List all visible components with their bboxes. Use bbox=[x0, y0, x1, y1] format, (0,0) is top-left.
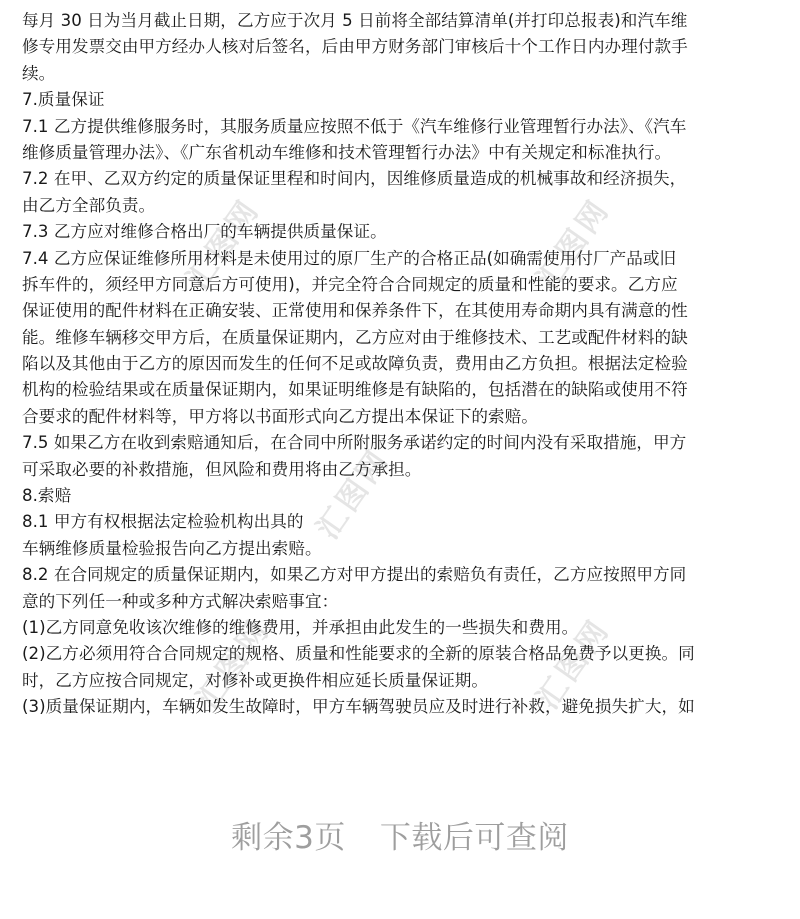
paragraph-line: 机构的检验结果或在质量保证期内，如果证明维修是有缺陷的，包括潜在的缺陷或使用不符 bbox=[22, 380, 688, 400]
watermark: 汇图网 bbox=[530, 192, 618, 296]
paragraph-line: 续。 bbox=[22, 63, 56, 83]
paragraph-line: 每月 30 日为当月截止日期，乙方应于次月 5 日前将全部结算清单(并打印总报表)和汽车维 bbox=[22, 11, 688, 30]
paragraph-line: 维修质量管理办法》、《广东省机动车维修和技术管理暂行办法》中有关规定和标准执行。 bbox=[22, 142, 672, 162]
paragraph-line: 时，乙方应按合同规定，对修补或更换件相应延长质量保证期。 bbox=[22, 670, 489, 690]
clause-7-5: 7.5 如果乙方在收到索赔通知后，在合同中所附服务承诺约定的时间内没有采取措施，甲方 bbox=[22, 433, 687, 453]
download-hint-label[interactable]: 下载后可查阅 bbox=[379, 820, 569, 856]
clause-7-4: 7.4 乙方应保证维修所用材料是未使用过的原厂生产的合格正品(如确需使用付厂产品或旧 bbox=[22, 248, 677, 268]
paragraph-line: 合要求的配件材料等，甲方将以书面形式向乙方提出本保证下的索赔。 bbox=[22, 406, 538, 426]
paragraph-line: 能。维修车辆移交甲方后，在质量保证期内，乙方应对由于维修技术、工艺或配件材料的缺 bbox=[22, 327, 688, 347]
section-heading-claims: 8.索赔 bbox=[22, 486, 72, 506]
watermark: 汇图网 bbox=[190, 612, 278, 716]
section-heading-quality-guarantee: 7.质量保证 bbox=[22, 90, 105, 110]
watermark: 汇图网 bbox=[530, 612, 618, 716]
download-prompt[interactable] bbox=[0, 812, 800, 857]
clause-8-1: 8.1 甲方有权根据法定检验机构出具的 bbox=[22, 512, 304, 532]
paragraph-line: 保证使用的配件材料在正确安装、正常使用和保养条件下，在其使用寿命期内具有满意的性 bbox=[22, 301, 688, 321]
paragraph-line: 车辆维修质量检验报告向乙方提出索赔。 bbox=[22, 538, 322, 558]
clause-8-2: 8.2 在合同规定的质量保证期内，如果乙方对甲方提出的索赔负有责任，乙方应按照甲方同 bbox=[22, 565, 687, 585]
list-item-3: (3)质量保证期内，车辆如发生故障时，甲方车辆驾驶员应及时进行补救，避免损失扩大，如 bbox=[22, 697, 695, 717]
list-item-2: (2)乙方必须用符合合同规定的规格、质量和性能要求的全新的原装合格品免费予以更换。同 bbox=[22, 644, 695, 664]
paragraph-line: 陷以及其他由于乙方的原因而发生的任何不足或故障负责，费用由乙方负担。根据法定检验 bbox=[22, 354, 688, 374]
paragraph-line: 拆车件的，须经甲方同意后方可使用)，并完全符合合同规定的质量和性能的要求。乙方应 bbox=[22, 274, 678, 294]
paragraph-line: 可采取必要的补救措施，但风险和费用将由乙方承担。 bbox=[22, 459, 422, 479]
paragraph-line: 由乙方全部负责。 bbox=[22, 195, 156, 215]
watermark: 汇图网 bbox=[180, 192, 268, 296]
clause-7-3: 7.3 乙方应对维修合格出厂的车辆提供质量保证。 bbox=[22, 222, 387, 242]
remaining-pages-label: 剩余3页 bbox=[231, 820, 346, 856]
document-body bbox=[22, 8, 782, 721]
watermark: 汇图网 bbox=[310, 442, 398, 546]
clause-7-1: 7.1 乙方提供维修服务时，其服务质量应按照不低于《汽车维修行业管理暂行办法》、《汽车 bbox=[22, 116, 687, 136]
list-item-1: (1)乙方同意免收该次维修的维修费用，并承担由此发生的一些损失和费用。 bbox=[22, 617, 579, 637]
paragraph-line: 修专用发票交由甲方经办人核对后签名，后由甲方财务部门审核后十个工作日内办理付款手 bbox=[22, 37, 688, 57]
paragraph-line: 意的下列任一种或多种方式解决索赔事宜： bbox=[22, 591, 339, 611]
clause-7-2: 7.2 在甲、乙双方约定的质量保证里程和时间内，因维修质量造成的机械事故和经济损失， bbox=[22, 169, 687, 189]
